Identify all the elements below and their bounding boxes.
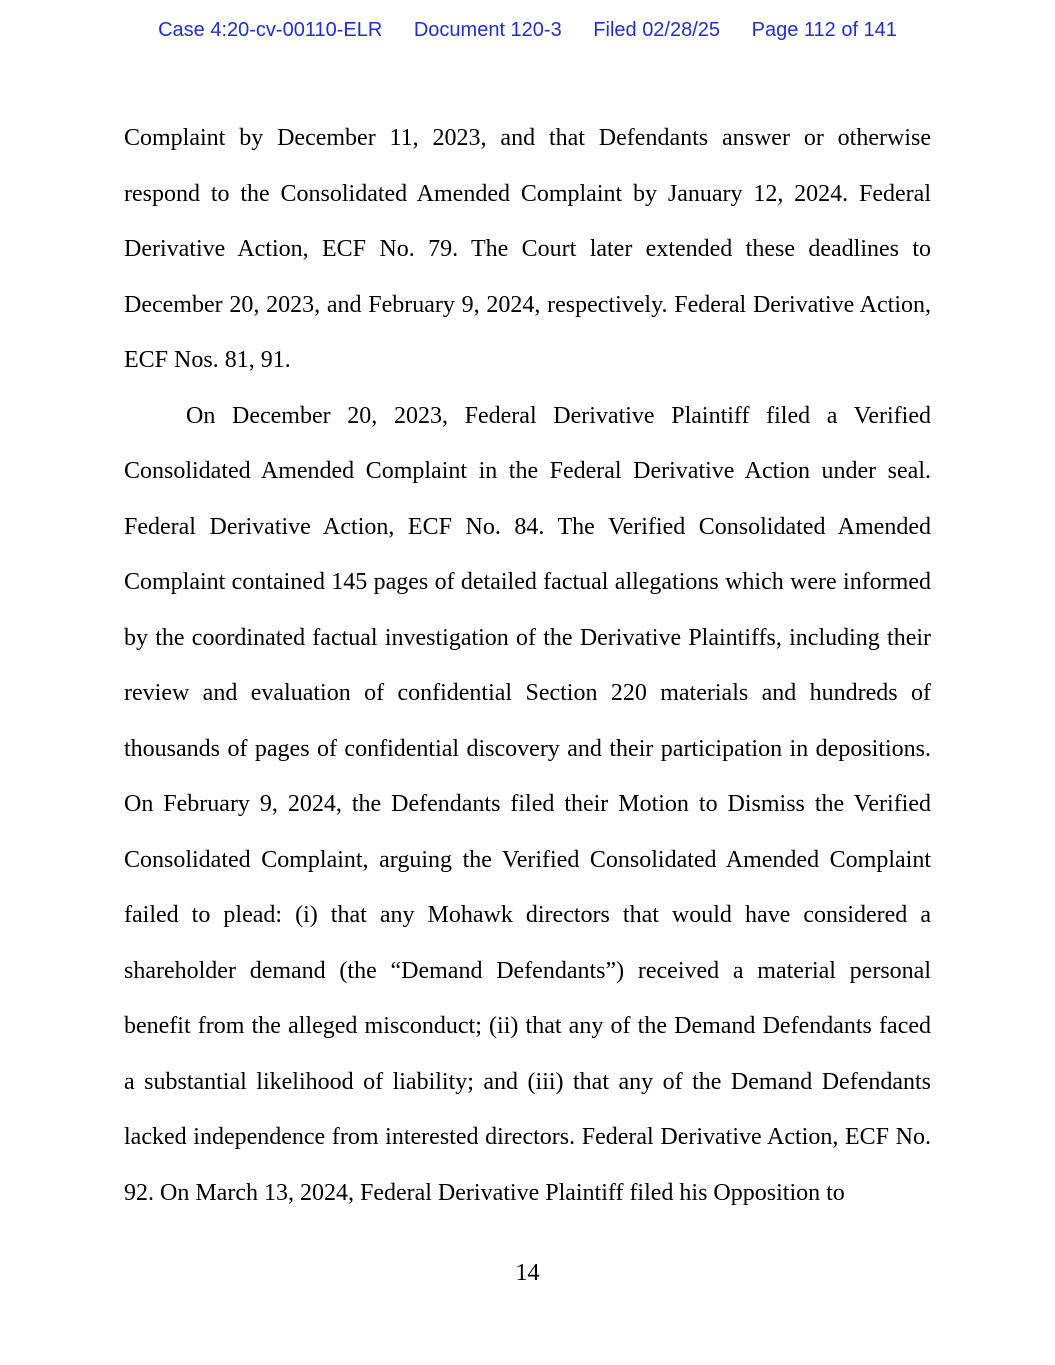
paragraph-december-20-filing: On December 20, 2023, Federal Derivative Plaintiff filed a Verified Consolidated Amended Complaint in the Federal Derivative Action under seal. Federal Derivative Action, ECF No. 84. The Verified Consolidated Amended Complaint contained 145 pages of detailed factual allegations which were informed by the coordinated factual investigation of the Derivative Plaintiffs, including their review and evaluation of confidential Section 220 materials and hundreds of thousands of pages of confidential discovery and their participation in depositions. On February 9, 2024, the Defendants filed their Motion to Dismiss the Verified Consolidated Complaint, arguing the Verified Consolidated Amended Complaint failed to plead: (i) that any Mohawk directors that would have considered a shareholder demand (the “Demand Defendants”) received a material personal benefit from the alleged misconduct; (ii) that any of the Demand Defendants faced a substantial likelihood of liability; and (iii) that any of the Demand Defendants lacked independence from interested directors. Federal Derivative Action, ECF No. 92. On March 13, 2024, Federal Derivative Plaintiff filed his Opposition to: [124, 402, 931, 1206]
ecf-filing-header: [0, 19, 1055, 42]
page-number: 14: [515, 1260, 540, 1286]
paragraph-continued: Complaint by December 11, 2023, and that Defendants answer or otherwise respond to the Consolidated Amended Complaint by January 12, 2024. Federal Derivative Action, ECF No. 79. The Court later extended these deadlines to December 20, 2023, and February 9, 2024, respectively. Federal Derivative Action, ECF Nos. 81, 91.: [124, 125, 931, 373]
case-number: Case 4:20-cv-00110-ELR: [158, 19, 383, 41]
document-number: Document 120-3: [413, 19, 562, 41]
ecf-page-count: Page 112 of 141: [751, 19, 897, 41]
filed-date: Filed 02/28/25: [593, 19, 721, 41]
document-body: [124, 111, 931, 1221]
